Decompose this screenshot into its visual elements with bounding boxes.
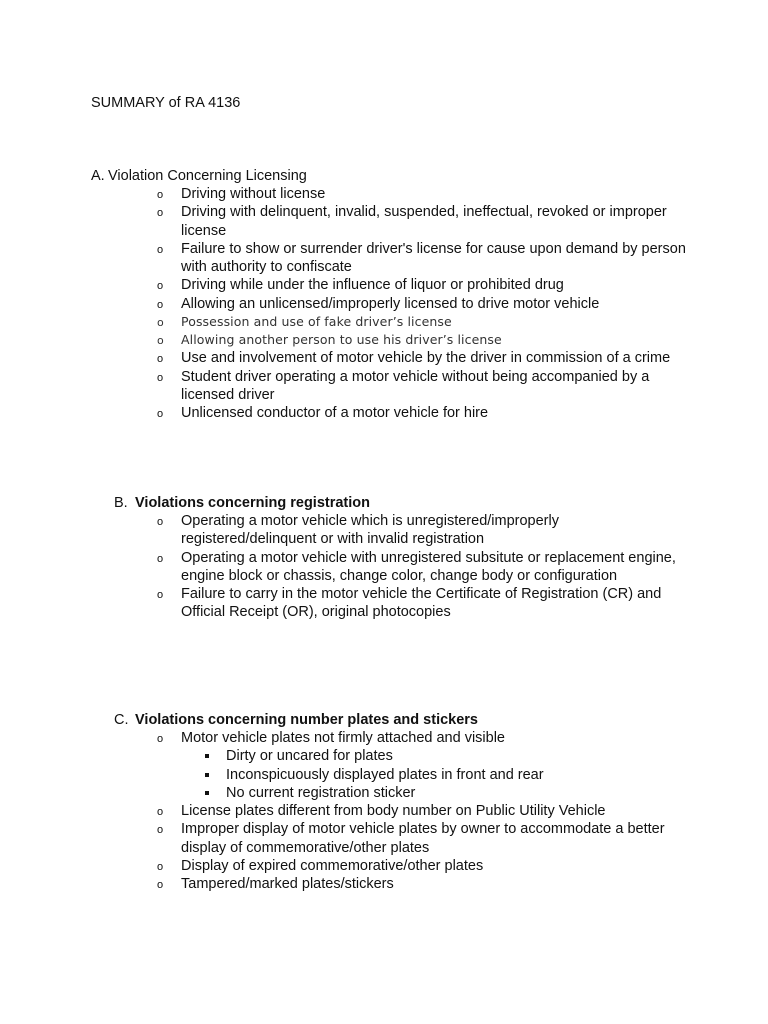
section-letter: A. bbox=[91, 168, 105, 184]
bullet-marker: o bbox=[157, 189, 164, 201]
list-item bbox=[0, 240, 768, 277]
bullet-marker: o bbox=[157, 207, 164, 220]
list-item bbox=[0, 820, 768, 857]
list-item bbox=[0, 368, 768, 405]
section-letter: B. bbox=[114, 495, 128, 511]
list-item bbox=[0, 331, 768, 349]
bullet-marker: o bbox=[157, 408, 164, 420]
sub-list-item-text: Dirty or uncared for plates bbox=[226, 748, 393, 765]
list-item-text: Unlicensed conductor of a motor vehicle for hire bbox=[181, 405, 489, 421]
list-item bbox=[0, 349, 768, 367]
violation-list bbox=[0, 185, 768, 422]
list-item bbox=[0, 404, 768, 422]
section-heading bbox=[0, 167, 768, 185]
list-item-text: Operating a motor vehicle which is unregistered/improperly registered/delinquent or with invalid registration bbox=[181, 513, 559, 548]
square-bullet-icon bbox=[205, 754, 209, 758]
bullet-marker: o bbox=[157, 860, 164, 873]
sub-list-item-text: No current registration sticker bbox=[226, 784, 416, 801]
list-item bbox=[0, 276, 768, 294]
list-item-text: Possession and use of fake driver’s license bbox=[181, 313, 452, 329]
list-item bbox=[0, 857, 768, 875]
square-bullet-icon bbox=[205, 791, 209, 795]
list-item-text: Display of expired commemorative/other plates bbox=[181, 857, 484, 874]
bullet-marker: o bbox=[157, 806, 164, 818]
list-item-text: Driving while under the influence of liquor or prohibited drug bbox=[181, 277, 564, 294]
bullet-marker: o bbox=[157, 879, 164, 891]
section-heading bbox=[0, 711, 768, 729]
section-plates-stickers bbox=[0, 711, 768, 893]
section-title: Violations concerning number plates and stickers bbox=[135, 712, 478, 728]
bullet-marker: o bbox=[157, 334, 164, 347]
list-item bbox=[0, 875, 768, 893]
sub-list-item bbox=[181, 747, 688, 765]
list-item bbox=[0, 203, 768, 240]
bullet-marker: o bbox=[157, 733, 164, 745]
list-item bbox=[0, 295, 768, 313]
list-item-text: Student driver operating a motor vehicle without being accompanied by a licensed driver bbox=[181, 368, 650, 403]
sub-list-item-text: Inconspicuously displayed plates in front and rear bbox=[226, 766, 544, 783]
bullet-marker: o bbox=[157, 552, 164, 565]
list-item-text: Use and involvement of motor vehicle by the driver in commission of a crime bbox=[181, 350, 671, 367]
bullet-marker: o bbox=[157, 516, 164, 528]
violation-list bbox=[0, 512, 768, 622]
list-item bbox=[0, 802, 768, 820]
list-item-text: Driving without license bbox=[181, 186, 326, 202]
section-licensing bbox=[0, 167, 768, 422]
list-item bbox=[0, 585, 768, 622]
section-heading bbox=[0, 494, 768, 512]
list-item-text: Driving with delinquent, invalid, suspended, ineffectual, revoked or improper license bbox=[181, 204, 667, 239]
list-item-text: Motor vehicle plates not firmly attached and visible bbox=[181, 730, 505, 746]
section-registration bbox=[0, 494, 768, 622]
square-bullet-icon bbox=[205, 773, 209, 777]
section-title: Violations concerning registration bbox=[135, 495, 370, 511]
sub-list-item bbox=[181, 766, 688, 784]
list-item-text: Failure to show or surrender driver's license for cause upon demand by person with authority to confiscate bbox=[181, 240, 686, 275]
list-item-text: License plates different from body number on Public Utility Vehicle bbox=[181, 803, 606, 819]
list-item bbox=[0, 512, 768, 549]
section-letter: C. bbox=[114, 712, 129, 728]
list-item-text: Operating a motor vehicle with unregistered subsitute or replacement engine, engine block or chassis, change color, change body or configuration bbox=[181, 549, 676, 584]
bullet-marker: o bbox=[157, 371, 164, 384]
list-item bbox=[0, 313, 768, 331]
bullet-marker: o bbox=[157, 298, 164, 311]
sub-list-item bbox=[181, 784, 688, 802]
list-item bbox=[0, 729, 768, 802]
list-item-text: Improper display of motor vehicle plates by owner to accommodate a better display of commemorative/other plates bbox=[181, 821, 665, 856]
section-title: Violation Concerning Licensing bbox=[108, 168, 307, 184]
list-item-text: Allowing an unlicensed/improperly licensed to drive motor vehicle bbox=[181, 295, 600, 312]
list-item-text: Tampered/marked plates/stickers bbox=[181, 876, 394, 892]
document-title: SUMMARY of RA 4136 bbox=[91, 95, 241, 111]
list-item bbox=[0, 185, 768, 203]
sub-list bbox=[181, 747, 688, 802]
bullet-marker: o bbox=[157, 824, 164, 837]
list-item bbox=[0, 549, 768, 586]
bullet-marker: o bbox=[157, 280, 164, 293]
list-item-text: Failure to carry in the motor vehicle the Certificate of Registration (CR) and Official Receipt (OR), original photocopies bbox=[181, 586, 662, 621]
bullet-marker: o bbox=[157, 243, 164, 256]
bullet-marker: o bbox=[157, 315, 164, 329]
bullet-marker: o bbox=[157, 353, 164, 366]
list-item-text: Allowing another person to use his driver’s license bbox=[181, 332, 502, 347]
bullet-marker: o bbox=[157, 589, 164, 601]
violation-list bbox=[0, 729, 768, 893]
